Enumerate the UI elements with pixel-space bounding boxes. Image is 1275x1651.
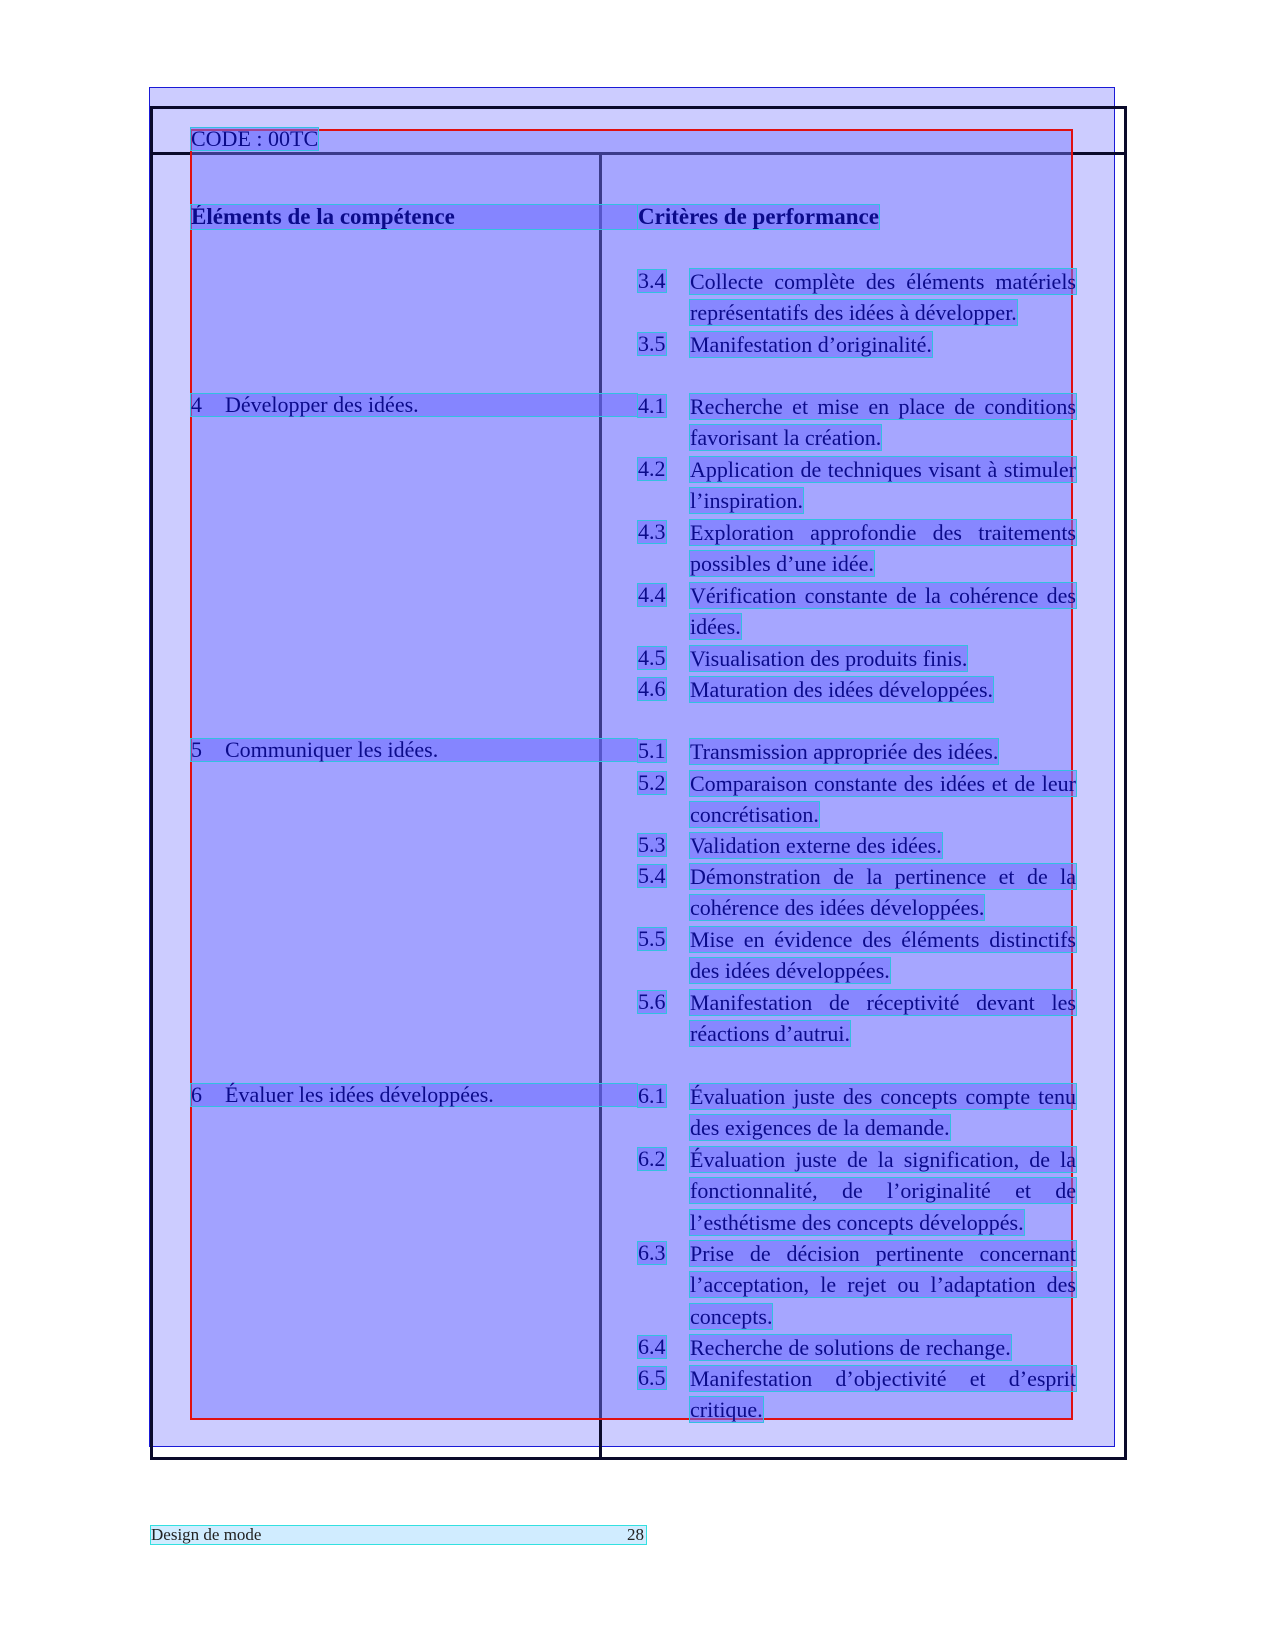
- criterion-number: 5.4: [638, 863, 666, 888]
- criterion-number: 5.2: [638, 770, 666, 795]
- criterion-text: Collecte complète des éléments matériels représentatifs des idées à développer.: [690, 269, 1076, 326]
- criterion-number: 4.2: [638, 456, 666, 481]
- criterion-number: 4.3: [638, 519, 666, 544]
- criterion-text: Application de techniques visant à stimuler l’inspiration.: [690, 457, 1076, 514]
- page-number: 28: [627, 1525, 644, 1544]
- criterion-text: Évaluation juste de la signification, de la fonctionnalité, de l’originalité et de l’esthétisme des concepts développés.: [690, 1147, 1076, 1235]
- criterion-text: Manifestation d’objectivité et d’esprit critique.: [690, 1366, 1076, 1423]
- criterion-text: Recherche de solutions de rechange.: [690, 1335, 1011, 1360]
- criterion-number: 4.1: [638, 393, 666, 418]
- element-text: Évaluer les idées développées.: [225, 1082, 494, 1107]
- element-number: 4: [191, 392, 202, 417]
- criterion-number: 3.5: [638, 331, 666, 356]
- criterion-number: 6.5: [638, 1365, 666, 1390]
- criterion-text: Exploration approfondie des traitements possibles d’une idée.: [690, 520, 1076, 577]
- criterion-text: Manifestation d’originalité.: [690, 332, 932, 357]
- criterion-number: 5.1: [638, 738, 666, 763]
- criterion-text: Validation externe des idées.: [690, 833, 942, 858]
- criterion-text: Prise de décision pertinente concernant l’acceptation, le rejet ou l’adaptation des concepts.: [690, 1241, 1076, 1329]
- criteria-header: Critères de performance: [638, 204, 879, 229]
- criterion-text: Maturation des idées développées.: [690, 677, 994, 702]
- criterion-text: Comparaison constante des idées et de leur concrétisation.: [690, 771, 1076, 828]
- criterion-number: 5.5: [638, 926, 666, 951]
- criterion-number: 6.2: [638, 1146, 666, 1171]
- criterion-text: Transmission appropriée des idées.: [690, 739, 999, 764]
- element-number: 6: [191, 1082, 202, 1107]
- page-footer: [151, 1526, 646, 1544]
- criterion-text: Vérification constante de la cohérence des idées.: [690, 583, 1076, 640]
- code-label: CODE : 00TC: [191, 126, 319, 151]
- criterion-text: Manifestation de réceptivité devant les réactions d’autrui.: [690, 990, 1076, 1047]
- criterion-text: Démonstration de la pertinence et de la cohérence des idées développées.: [690, 864, 1076, 921]
- footer-title: Design de mode: [151, 1525, 262, 1544]
- criterion-number: 3.4: [638, 268, 666, 293]
- element-row: [191, 394, 637, 416]
- element-number: 5: [191, 737, 202, 762]
- criterion-text: Mise en évidence des éléments distinctifs des idées développées.: [690, 927, 1076, 984]
- criterion-number: 4.4: [638, 582, 666, 607]
- criterion-number: 5.3: [638, 832, 666, 857]
- criterion-text: Recherche et mise en place de conditions favorisant la création.: [690, 394, 1076, 451]
- element-row: [191, 739, 637, 761]
- criterion-number: 6.4: [638, 1334, 666, 1359]
- criterion-text: Visualisation des produits finis.: [690, 646, 968, 671]
- element-text: Communiquer les idées.: [225, 737, 439, 762]
- criterion-number: 4.6: [638, 676, 666, 701]
- elements-header: Éléments de la compétence: [191, 205, 637, 229]
- criterion-text: Évaluation juste des concepts compte tenu des exigences de la demande.: [690, 1084, 1076, 1141]
- criterion-number: 5.6: [638, 989, 666, 1014]
- criterion-number: 6.3: [638, 1240, 666, 1265]
- elements-column: [192, 155, 599, 1418]
- element-text: Développer des idées.: [225, 392, 419, 417]
- criterion-number: 6.1: [638, 1083, 666, 1108]
- element-row: [191, 1084, 637, 1106]
- criterion-number: 4.5: [638, 645, 666, 670]
